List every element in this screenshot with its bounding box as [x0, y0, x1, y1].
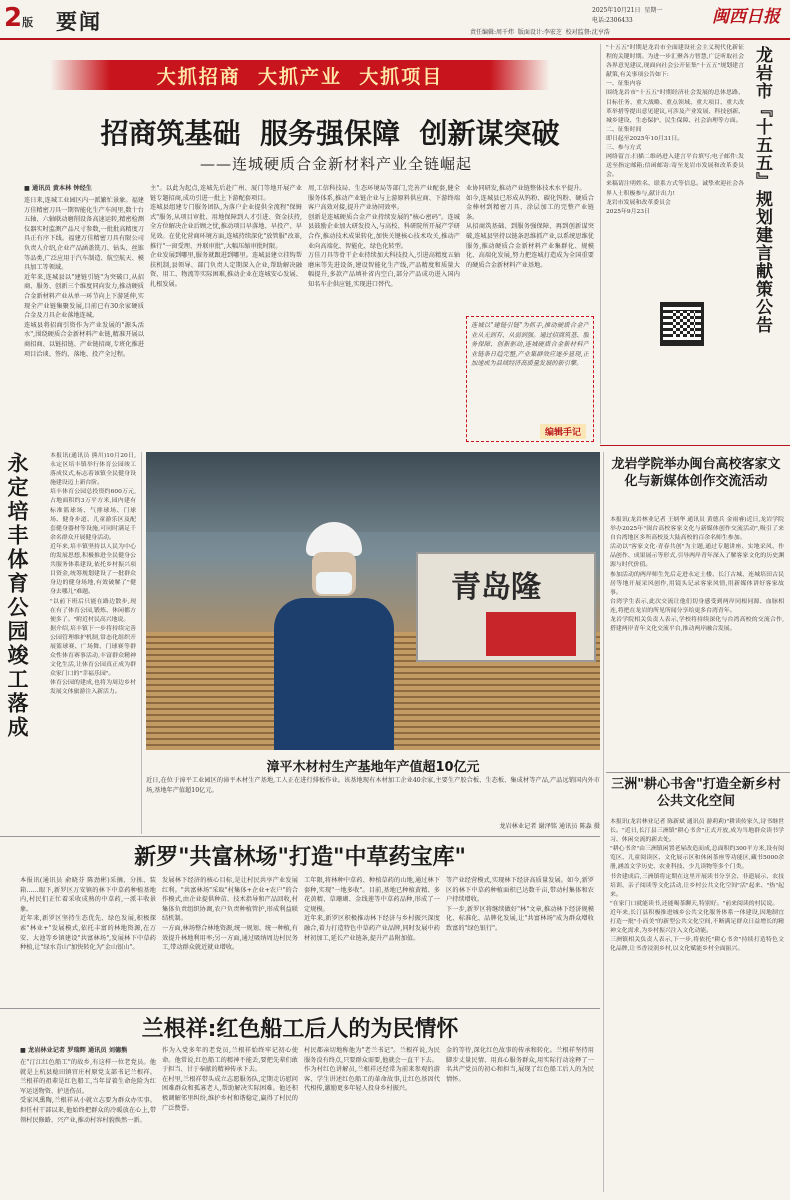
qr-code[interactable]: [660, 302, 704, 346]
announcement-title: 龙岩市『十五五』规划建言献策公告: [752, 46, 772, 334]
worker-body: [274, 598, 394, 750]
langen-column-2: 作为入党多年的老党员,兰根祥始终牢记初心使命。他常说,红色船工的精神不能丢,要把先辈们敢于担当、甘于奉献的精神传承下去。 在村里,兰根祥带头成立志愿服务队,定期走访慰问困难群众和孤寡老人,帮助解决实际困难。他还积极调解邻里纠纷,维护乡村和谐稳定,赢得了村民的广泛赞誉。: [162, 1047, 298, 1112]
lead-column-4: 业协同研发,推动产业链整体技术水平提升。 如今,连城县已形成从钨粉、碳化钨粉、硬质合金棒材到精密刀具、涂层加工的完整产业链条。 从招商筑基础、到服务强保障、再到创新谋突破,连城县坚持以链条思维抓产业,以系统思维优服务,推动硬质合金新材料产业集群化、规模化、高端化发展,努力把连城打造成为全国重要的硬质合金新材料产业基地。: [466, 185, 594, 269]
factory-photo: [146, 452, 600, 750]
photo-sidebar-divider: [603, 452, 604, 1192]
longyan-univ-title: 龙岩学院举办闽台高校客家文化与新媒体创作交流活动: [611, 457, 781, 489]
langen-column-3: 村民都亲切地称他为"老兰书记"。兰根祥说,为民服务没有终点,只要群众需要,他就会一直干下去。 作为村红色讲解员,兰根祥还经常为前来参观的游客、学生讲述红色船工的革命故事,让红色基因代代相传,激励更多年轻人投身乡村振兴。: [304, 1047, 440, 1093]
lead-byline: ■ 通讯员 黄本林 钟经生: [24, 185, 92, 192]
reading-room-title: 三洲"耕心书舍"打造全新乡村公共文化空间: [611, 777, 781, 809]
langen-column-1: 在"汀江红色船工"的故乡,有这样一位老党员。他就是上杭县稔田镇官庄村原党支部书记兰根祥。兰根祥的祖辈是红色船工,当年冒着生命危险为红军运送物资、护送伤员。 受家风熏陶,兰根祥从小就立志要为群众办实事。担任村干部以来,他始终把群众的冷暖放在心上,带领村民修路、兴产业,推动村容村貌焕然一新。: [20, 1059, 156, 1124]
worker-helmet-icon: [306, 522, 362, 556]
photo-caption-body: 近日,在位于漳平工业园区的漳平木材生产基地,工人正在进行排板作业。该基地现有木材加工企业40余家,主要生产胶合板、生态板、集成材等产品,产品远销国内外市场,基地年产值超10亿元。: [146, 777, 600, 794]
section-title: 要闻: [56, 10, 102, 34]
langen-column-4: 金的等待,深化红色故事的传承和转化。兰根祥坚持用脚步丈量民情、用真心服务群众,用实际行动诠释了一名共产党员的初心和担当,展现了红色船工后人的为民情怀。: [446, 1047, 594, 1083]
lead-headline: 招商筑基础 服务强保障 创新谋突破: [100, 117, 560, 150]
lead-column-1: 连日来,连城工业园区内一派繁忙景象。福建万佳精密刀具一期智能化生产车间里,数十台五轴、六轴联动磨削设备高速运转,精密检测仪器实时监测产品尺寸参数,一批批高精度刀具正有序下线。福建万佳精密刀具有限公司负责人介绍,企业产品涵盖铣刀、钻头、丝锥等品类,广泛应用于汽车制造、航空航天、模具加工等领域。 近年来,连城县以"建链引链"为突破口,从招商、服务、创新三个维度同向发力,推动硬质合金新材料产业从单一环节向上下游延伸,实现全产业链集聚发展,目前已有30余家硬质合金及刀具企业落地连城。 连城县将招商引资作为产业发展的"源头活水",围绕硬质合金新材料产业链,精准开展以商招商、以链招链、产业链招商,专班化推进项目洽谈、签约、落地、投产全过程。: [24, 197, 144, 358]
photo-sign-text: 青岛隆: [451, 570, 541, 605]
lead-column-2: 主"。以此为起点,连城先后赴广州、厦门等地开展产业链专题招商,成功引进一批上下游配套项目。 连城县组建专门服务团队,为落户企业提供全流程"保姆式"服务,从项目审批、用地保障到人才引进、资金扶持,全方位解决企业后顾之忧,推动项目早落地、早投产、早见效。在优化营商环境方面,连城持续深化"放管服"改革,推行"一窗受理、并联审批",大幅压缩审批时限。 企业发展到哪里,服务就跟进到哪里。连城县建立挂钩帮扶机制,县领导、部门负责人定期深入企业,帮助解决融资、用工、物流等实际困难,推动企业在连城安心发展、扎根发展。: [150, 185, 302, 288]
photo-caption-title: 漳平木材村生产基地年产值超10亿元: [266, 760, 480, 775]
longyan-univ-body: 本报讯(龙岩林业记者 王炳华 通讯员 黄德兵 金雨睿)近日,龙岩学院举办2025年"闽台高校客家文化与新媒体创作交流活动",吸引了来自台湾地区多所高校及大陆高校的百余名师生参加。 活动以"客家文化·青春共创"为主题,通过专题讲座、实地采风、作品创作、成果展示等形式,引导两岸青年深入了解客家文化的历史渊源与时代价值。 参加活动的两岸师生先后走进永定土楼、长汀古城、连城培田古民居等地开展采风创作,用镜头记录客家风情,用新媒体讲好客家故事。 台湾学生表示,此次交流让他们切身感受到两岸同根同源、血脉相连,将把在龙岩的所见所闻分享给更多台湾青年。 龙岩学院相关负责人表示,学校将持续深化与台湾高校的交流合作,搭建两岸青年文化交流平台,推动两岸融合发展。: [610, 517, 784, 633]
langen-byline: ■ 龙岩林业记者 罗瑞辉 通讯员 刘德熊: [20, 1047, 128, 1054]
lead-sidebar-divider: [600, 44, 601, 444]
announcement-body: "十五五"时期是龙岩市全面建设社会主义现代化新征程的关键时期。为进一步汇聚各方智慧,广泛听取社会各界意见建议,现面向社会公开征集"十五五"规划建言献策,有关事项公告如下: 一、征集内容 围绕龙岩市"十五五"时期经济社会发展的总体思路、目标任务、重大战略、重点领域、重大项目、重大改革举措等提出意见建议,可涉及产业发展、科技创新、城乡建设、生态保护、民生保障、社会治理等方面。 二、征集时间 即日起至2025年10月31日。 三、参与方式 网络留言:扫描二维码进入建言平台填写;电子邮件:发送至指定邮箱;信函邮寄:寄至龙岩市发展和改革委员会。 来稿请注明姓名、联系方式等信息。诚挚欢迎社会各界人士积极参与,献计出力! 龙岩市发展和改革委员会 2025年9月23日: [606, 45, 744, 215]
xinluo-column-2: 发展林下经济的核心目标,是让村民共享产业发展红利。"共富林场"采取"村集体+企业+农户"的合作模式,由企业提供种苗、技术指导和产品回收,村集体负责组织协调,农户负责种植管护,形成利益联结机制。 一方面,林场整合林地资源,统一规划、统一种植,有效提升林地利用率;另一方面,通过吸纳周边村民务工,带动群众就近就业增收。: [162, 877, 298, 952]
page-number-digit: 2: [4, 3, 23, 33]
lead-column-3: 周,工信科技局、生态环境局等部门,完善产业配套,健全服务体系,推动产业链企业与上游原料供应商、下游终端客户高效对接,提升产业协同效率。 创新是连城硬质合金产业持续发展的"核心密码"。连城县鼓励企业加大研发投入,与高校、科研院所开展产学研合作,推动技术成果转化,加快关键核心技术攻关,推动产业向高端化、智能化、绿色化转型。 万佳刀具等骨干企业持续加大科技投入,引进高精度五轴磨床等先进设备,建设智能化生产线,产品精度和质量大幅提升,多款产品填补省内空白,部分产品成功进入国内知名车企供应链,实现进口替代。: [308, 185, 460, 288]
phone-line: 电话:2306433: [592, 17, 633, 24]
paper-name-logo: 闽西日报: [712, 7, 780, 27]
xinluo-title: 新罗"共富林场"打造"中草药宝库": [134, 845, 466, 870]
langen-top-divider: [0, 1008, 600, 1009]
photo-credit: 龙岩林业记者 谢泽铭 通讯员 陈淼 摄: [499, 823, 600, 830]
lead-subhead: ——连城硬质合金新材料产业全链崛起: [200, 155, 473, 173]
langen-title: 兰根祥:红色船工后人的为民情怀: [141, 1017, 459, 1042]
upper-divider: [600, 445, 790, 446]
editor-note-tag: 编辑手记: [540, 424, 586, 439]
photo-red-sign: [486, 612, 576, 656]
yongding-body: 本报讯(通讯员 熊川)10月20日,永定区培丰镇举行体育公园竣工落成仪式,标志着该镇全民健身设施建设迈上新台阶。 培丰体育公园总投资约600万元,占地面积约3万平方米,园内建有标准篮球场、气排球场、门球场、健身步道、儿童游乐区及配套健身器材等设施,可同时满足千余名群众开展健身活动。 近年来,培丰镇坚持以人民为中心的发展思想,积极推进全民健身公共服务体系建设,依托乡村振兴项目资金,统筹规划建设了一批群众身边的健身场地,有效破解了"健身去哪儿"难题。 "以前下班后只能在路边散步,现在有了体育公园,锻炼、休闲都方便多了。"附近村民高兴地说。 据介绍,培丰镇下一步将持续完善公园管理维护机制,常态化组织开展篮球赛、广场舞、门球赛等群众性体育赛事活动,丰富群众精神文化生活,让体育公园真正成为群众家门口的"幸福乐园"。 体育公园的建成,也将为周边乡村发展文体旅游注入新活力。: [50, 453, 136, 696]
xinluo-column-1: 本报讯(通讯员 俞晓芬 陈劲彬)采摘、分拣、装箱……眼下,新罗区万安镇的林下中草药种植基地内,村民们正忙着采收成熟的中草药,一派丰收景象。 近年来,新罗区坚持生态优先、绿色发展,积极探索"林业+"发展模式,依托丰富的林地资源,在万安、大池等乡镇建设"共富林场",发展林下中草药种植,让"绿水青山"加快转化为"金山银山"。: [20, 877, 156, 952]
yongding-divider: [141, 452, 142, 834]
editor-note-text: 连城以"建链引链"为抓手,推动硬质合金产业从无到有、从弱到强。通过招商筑基、服务保障、创新驱动,连城硬质合金新材料产业链条日趋完整,产业集群效应逐步显现,正加速成为县域经济高质量发展的新引擎。: [471, 322, 589, 368]
xinluo-column-3: 工年限,将林种中草药、种植草药的山地,通过林下套种,实现"一地多收"。目前,基地已种植黄精、多花黄精、草珊瑚、金线莲等中草药品种,形成了一定规模。 近年来,新罗区积极推动林下经济与乡村振兴深度融合,着力打造特色中草药产业品牌,同时发展中药材初加工,延长产业链条,提升产品附加值。: [304, 877, 440, 942]
campaign-banner-text: 大抓招商 大抓产业 大抓项目: [156, 66, 444, 88]
qr-code-pattern: [669, 311, 695, 337]
date-line: 2025年10月21日 星期一: [592, 7, 663, 14]
page-number: [4, 4, 33, 37]
sidebar-mid-divider: [606, 772, 790, 773]
photo-worker: [266, 512, 396, 750]
reading-room-body: 本报讯(龙岩林业记者 陈新斌 通讯员 游莉莉)"耕读传家久,诗书继世长。"近日,长汀县三洲镇"耕心书舍"正式开放,成为当地群众读书学习、休闲交流的新去处。 "耕心书舍"由三洲镇闲置老屋改造而成,总面积约300平方米,设有阅览区、儿童阅读区、文化展示区和休闲茶座等功能区,藏书5000余册,涵盖文学历史、农业科技、少儿读物等多个门类。 书舍建成后,三洲镇将定期在这里开展读书分享会、非遗展示、农技培训、亲子阅读等文化活动,让乡村公共文化空间"活"起来、"热"起来。 "在家门口就能读书,还能喝茶聊天,特别好。"前来阅读的村民说。 近年来,长汀县积极推进城乡公共文化服务体系一体建设,因地制宜打造一批"小而美"的新型公共文化空间,不断满足群众日益增长的精神文化需求,为乡村振兴注入文化动能。 三洲镇相关负责人表示,下一步,将依托"耕心书舍"持续打造特色文化品牌,让书香浸润乡村,以文化赋能乡村全面振兴。: [610, 819, 784, 953]
xinluo-top-divider: [0, 836, 600, 837]
page-number-suffix: 版: [22, 16, 34, 29]
editor-line: 责任编辑:周千炜 版面设计:李宏芝 校对监督:沈亨浩: [470, 29, 610, 36]
xinluo-column-4: 等产业经营模式,实现林下经济高质量发展。如今,新罗区的林下中草药种植面积已达数千亩,带动村集体和农户持续增收。 下一步,新罗区将继续做好"林"文章,推动林下经济规模化、标准化、品牌化发展,让"共富林场"成为群众增收致富的"绿色银行"。: [446, 877, 594, 932]
masthead-rule: [0, 38, 790, 40]
worker-mask: [316, 572, 352, 594]
yongding-title: 永定培丰体育公园竣工落成: [5, 452, 29, 740]
